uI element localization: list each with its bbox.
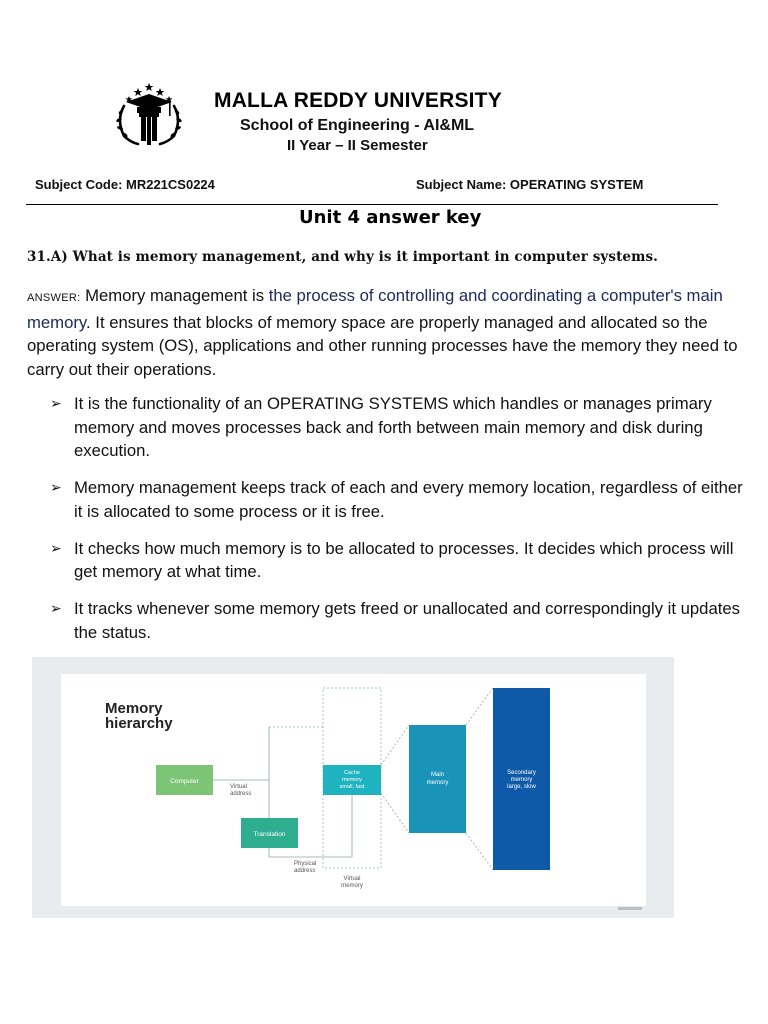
cache-label-2: memory xyxy=(342,777,362,783)
header-divider xyxy=(26,204,718,205)
bullet-list xyxy=(50,392,750,658)
secondary-label-2: memory xyxy=(510,777,533,783)
year-semester: II Year – II Semester xyxy=(287,137,428,154)
virtual-address-label: Virtual xyxy=(230,784,247,790)
cache-label-1: Cache xyxy=(344,770,360,776)
answer-label: ANSWER: xyxy=(27,292,81,304)
physical-address-label: Physical xyxy=(294,861,317,867)
diagram-title-line2: hierarchy xyxy=(105,715,173,732)
main-memory-box xyxy=(409,725,466,833)
subject-name: Subject Name: OPERATING SYSTEM xyxy=(416,177,644,192)
university-logo xyxy=(112,80,186,146)
list-item: ➢ It checks how much memory is to be allocated to processes. It decides which process will get memory at what time. xyxy=(50,538,734,581)
graduation-cap-emblem-icon xyxy=(112,80,186,146)
answer-text-1: Memory management is xyxy=(85,286,269,305)
list-item: ➢ Memory management keeps track of each and every memory location, regardless of either it is allocated to some process or it is free. xyxy=(50,478,743,521)
computer-label: Computer xyxy=(170,778,199,785)
secondary-label-3: large, slow xyxy=(507,784,536,790)
virtual-address-label-2: address xyxy=(230,791,252,797)
memory-hierarchy-figure xyxy=(32,657,674,918)
answer-definition: the process of controlling and coordinating a computer's main memory xyxy=(27,286,723,332)
cache-label-3: small, fast xyxy=(339,784,365,790)
question-heading: 31.A) What is memory management, and why is it important in computer systems. xyxy=(27,249,658,265)
arrow-bullet-icon: ➢ xyxy=(50,479,62,495)
list-item: ➢ It tracks whenever some memory gets freed or unallocated and correspondingly it updates the status. xyxy=(50,599,740,642)
main-memory-label-1: Main xyxy=(430,772,445,778)
document-title: Unit 4 answer key xyxy=(299,207,482,228)
answer-text-2: . It ensures that blocks of memory space are properly managed and allocated so the operating system (OS), applications and other running processes have the memory they need to carry out their operations. xyxy=(27,312,738,379)
subject-code: Subject Code: MR221CS0224 xyxy=(35,177,215,192)
arrow-bullet-icon: ➢ xyxy=(50,600,62,616)
diagram-title-line1: Memory xyxy=(105,700,163,717)
translation-label: Translation xyxy=(253,831,286,838)
publisher-mark xyxy=(618,907,642,910)
list-item: ➢ It is the functionality of an OPERATING SYSTEMS which handles or manages primary memory and moves processes back and forth between main memory and disk during execution. xyxy=(50,394,712,460)
arrow-bullet-icon: ➢ xyxy=(50,395,62,411)
physical-address-label-2: address xyxy=(294,868,316,874)
answer-paragraph xyxy=(27,284,747,381)
main-memory-label-2: memory xyxy=(426,780,449,786)
university-name: MALLA REDDY UNIVERSITY xyxy=(214,89,502,112)
school-name: School of Engineering - AI&ML xyxy=(240,117,475,134)
virtual-memory-label-1: Virtual xyxy=(343,876,361,882)
virtual-memory-label-2: memory xyxy=(341,883,363,889)
arrow-bullet-icon: ➢ xyxy=(50,539,62,556)
secondary-label-1: Secondary xyxy=(507,770,536,776)
